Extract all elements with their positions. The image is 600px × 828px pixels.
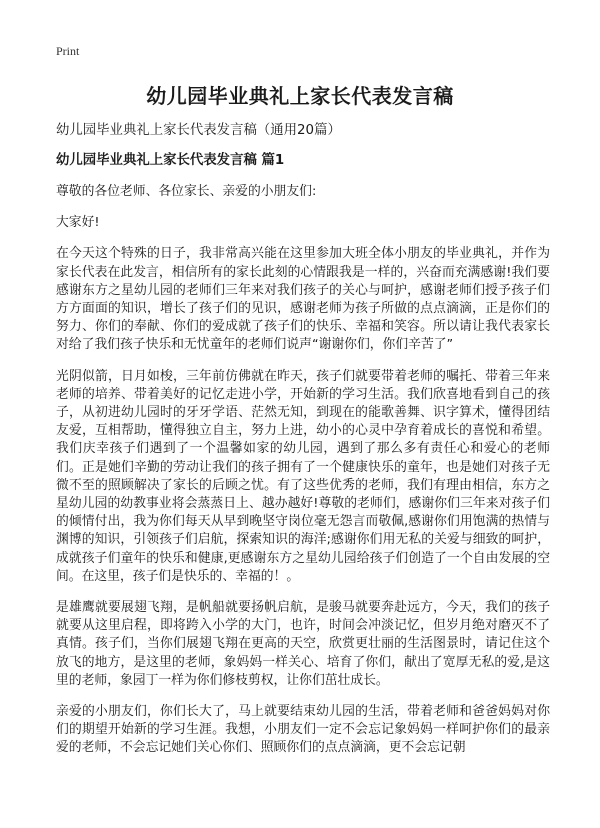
page-title: 幼儿园毕业典礼上家长代表发言稿: [146, 84, 454, 108]
salutation: 尊敬的各位老师、各位家长、亲爱的小朋友们:: [56, 184, 317, 199]
document-subtitle: 幼儿园毕业典礼上家长代表发言稿（通用20篇）: [56, 123, 341, 138]
body-paragraph: 光阴似箭，日月如梭，三年前仿佛就在昨天，孩子们就要带着老师的嘱托、带着三年来老师的培养、带着美好的记忆走进小学，开始新的学习生活。我们欣喜地看到自己的孩子，从初进幼儿园时的牙牙学语、茫然无知，到现在的能歌善舞、识字算术，懂得团结友爱，互相帮助，懂得独立自主，努力上进，幼小的心灵中孕育着成长的喜悦和希望。我们庆幸孩子们遇到了一个温馨如家的幼儿园，遇到了那么多有责任心和爱心的老师们。正是她们辛勤的劳动让我们的孩子拥有了一个健康快乐的童年，也是她们对孩子无微不至的照顾解决了家长的后顾之忧。有了这些优秀的老师，我们有理由相信，东方之星幼儿园的幼教事业将会蒸蒸日上、越办越好!尊敬的老师们，感谢你们三年来对孩子们的倾情付出，我为你们每天从早到晚坚守岗位毫无怨言而敬佩,感谢你们用饱满的热情与渊博的知识，引领孩子们启航，探索知识的海洋;感谢你们用无私的关爱与细致的呵护，成就孩子们童年的快乐和健康,更感谢东方之星幼儿园给孩子们创造了一个自由发展的空间。在这里，孩子们是快乐的、幸福的！。: [56, 368, 550, 584]
body-paragraph: 是雄鹰就要展翅飞翔，是帆船就要扬帆启航，是骏马就要奔赴远方，今天，我们的孩子就要从这里启程，即将跨入小学的大门，也许，时间会冲淡记忆，但岁月绝对磨灭不了真情。孩子们，当你们展翅飞翔在更高的天空，欣赏更壮丽的生活图景时，请记住这个放飞的地方，是这里的老师，象妈妈一样关心、培育了你们，献出了宽厚无私的爱,是这里的老师，象园丁一样为你们修枝剪权，让你们茁壮成长。: [56, 600, 550, 688]
document-body: [56, 122, 550, 771]
greeting: 大家好!: [56, 215, 100, 231]
print-link[interactable]: Print: [56, 44, 80, 58]
body-paragraph: 在今天这个特殊的日子，我非常高兴能在这里参加大班全体小朋友的毕业典礼，并作为家长代表在此发言，相信所有的家长此刻的心情跟我是一样的，兴奋而充满感谢!我们要感谢东方之星幼儿园的老师们三年来对我们孩子的关心与呵护，感谢老师们授予孩子们方方面面的知识，增长了孩子们的见识，感谢老师为孩子所做的点点滴滴，正是你们的努力、你们的奉献、你们的爱成就了孩子们的快乐、幸福和笑容。所以请让我代表家长对给了我们孩子快乐和无忧童年的老师们说声“谢谢你们，你们辛苦了”: [56, 246, 550, 353]
section-heading: 幼儿园毕业典礼上家长代表发言稿 篇1: [56, 153, 285, 168]
body-paragraph: 亲爱的小朋友们，你们长大了，马上就要结束幼儿园的生活，带着老师和爸爸妈妈对你们的期望开始新的学习生涯。我想，小朋友们一定不会忘记象妈妈一样呵护你们的最亲爱的老师，不会忘记她们关心你们、照顾你们的点点滴滴，更不会忘记朝: [56, 704, 550, 756]
